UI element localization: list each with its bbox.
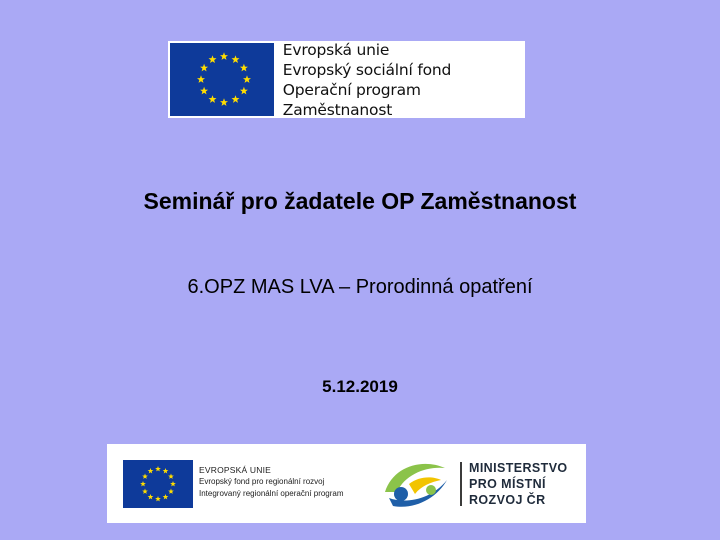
eu-star-icon bbox=[243, 75, 251, 83]
ministry-logo-line: PRO MÍSTNÍ bbox=[469, 477, 546, 491]
page-title: Seminář pro žadatele OP Zaměstnanost bbox=[143, 188, 577, 214]
eu-star-icon bbox=[209, 55, 217, 63]
eu-star-icon bbox=[155, 466, 161, 471]
eu-star-icon bbox=[148, 494, 154, 499]
mmr-emblem-icon bbox=[379, 454, 453, 514]
eu-star-icon bbox=[232, 55, 240, 63]
irop-logo-line: Evropský fond pro regionální rozvoj bbox=[199, 477, 325, 486]
eu-star-icon bbox=[163, 494, 169, 499]
ministry-logo-line: ROZVOJ ČR bbox=[469, 493, 546, 507]
eu-star-icon bbox=[209, 95, 217, 103]
eu-star-icon bbox=[168, 474, 174, 479]
eu-star-icon bbox=[168, 489, 174, 494]
eu-star-icon bbox=[197, 75, 205, 83]
eu-star-icon bbox=[163, 468, 169, 473]
page-subtitle: 6.OPZ MAS LVA – Prorodinná opatření bbox=[187, 276, 533, 298]
opz-logo-line: Evropský sociální fond bbox=[282, 60, 452, 79]
irop-logo-line: Integrovaný regionální operační program bbox=[199, 489, 344, 498]
opz-logo bbox=[168, 41, 525, 118]
eu-flag-icon bbox=[170, 43, 274, 116]
eu-flag-icon bbox=[123, 460, 193, 508]
event-date: 5.12.2019 bbox=[322, 377, 398, 396]
ministry-logo-line: MINISTERSTVO bbox=[469, 461, 568, 475]
opz-logo-text bbox=[283, 40, 525, 120]
eu-star-icon bbox=[200, 64, 208, 72]
irop-logo-line: EVROPSKÁ UNIE bbox=[199, 465, 272, 475]
opz-logo-line: Operační program Zaměstnanost bbox=[282, 80, 421, 119]
eu-star-icon bbox=[142, 474, 148, 479]
irop-logo-text bbox=[199, 464, 344, 500]
eu-star-icon bbox=[240, 87, 248, 95]
irop-mmr-logo-bar bbox=[107, 444, 586, 523]
ministry-logo-text bbox=[469, 460, 568, 508]
eu-star-icon bbox=[240, 64, 248, 72]
eu-star-icon bbox=[232, 95, 240, 103]
eu-star-icon bbox=[140, 481, 146, 486]
eu-star-icon bbox=[155, 496, 161, 501]
eu-star-icon bbox=[142, 489, 148, 494]
eu-star-icon bbox=[220, 98, 228, 106]
eu-star-icon bbox=[148, 468, 154, 473]
logo-divider bbox=[460, 462, 462, 506]
eu-star-icon bbox=[220, 52, 228, 60]
eu-star-icon bbox=[170, 481, 176, 486]
eu-star-icon bbox=[200, 87, 208, 95]
opz-logo-line: Evropská unie bbox=[282, 40, 390, 59]
